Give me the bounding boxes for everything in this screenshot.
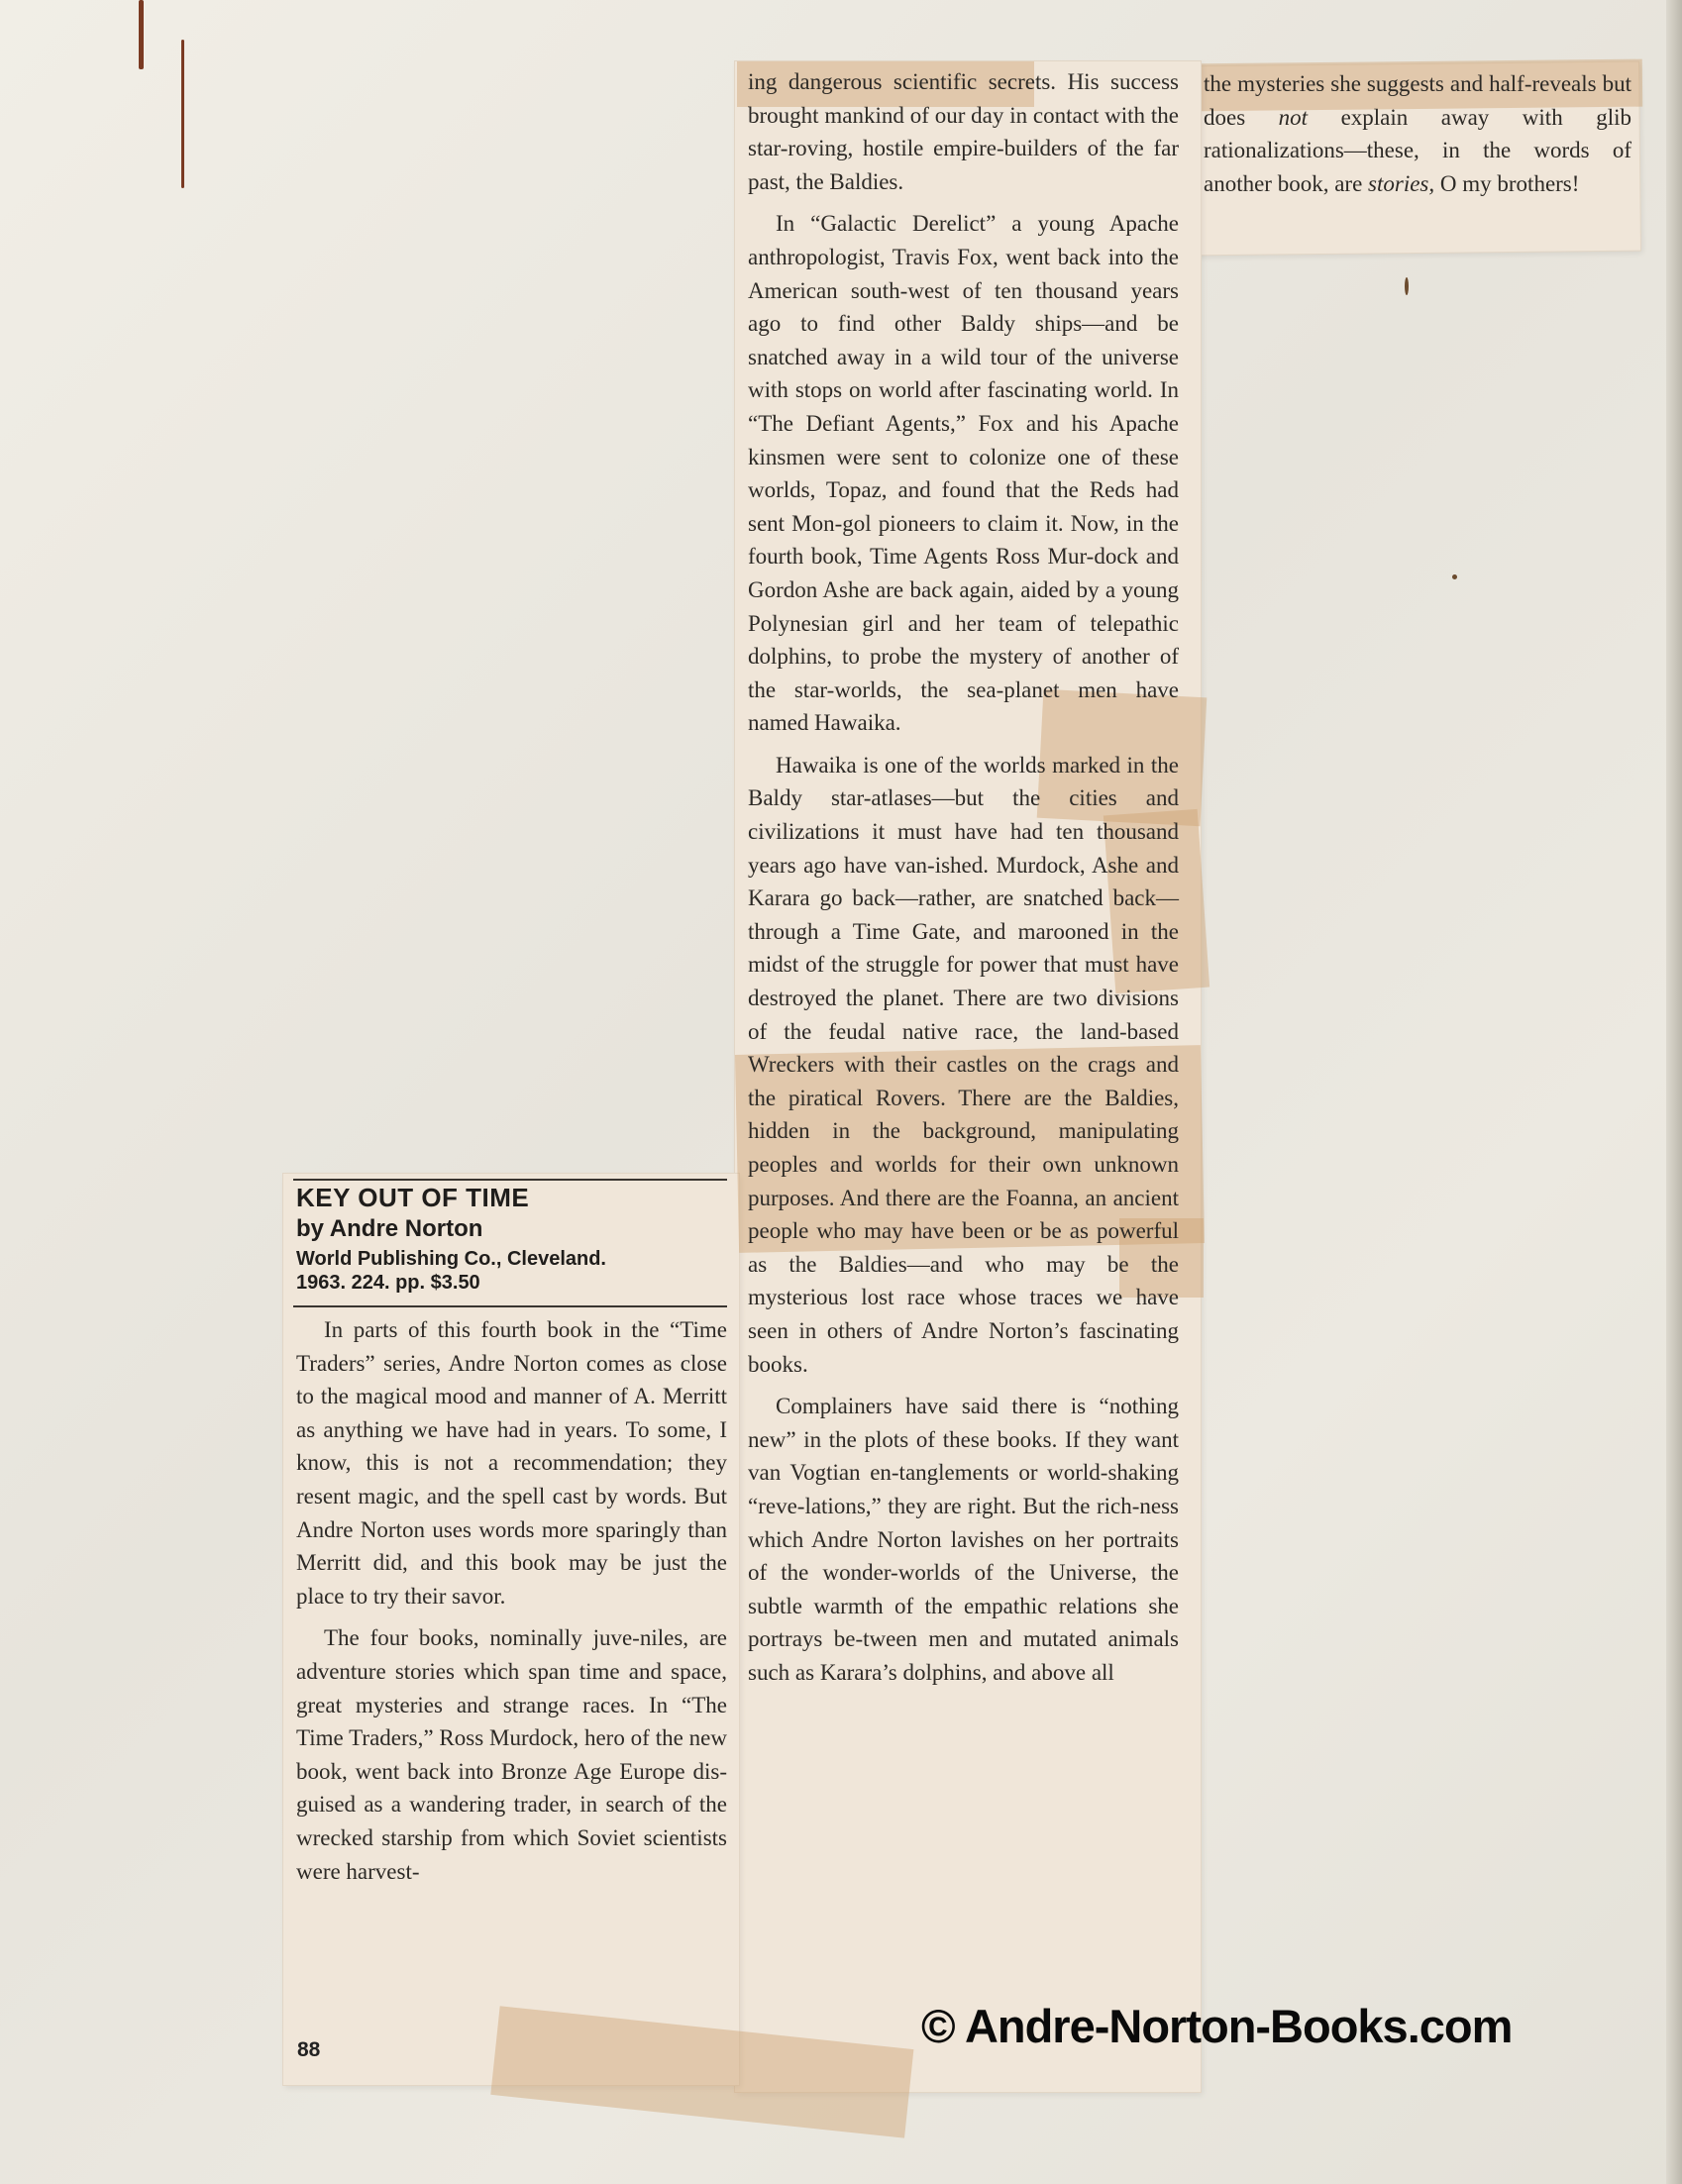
page-number: 88	[297, 2038, 321, 2061]
book-publisher: World Publishing Co., Cleveland.	[296, 1248, 606, 1270]
binding-mark	[139, 0, 144, 69]
paragraph	[1204, 67, 1631, 200]
paragraph: Complainers have said there is “nothing new” in the plots of these books. If they want van Vogtian en-tanglements or world-shaking “reve-lations,” they are right. But the rich-ness which Andre Norton lavishes on her portraits of the wonder-worlds of the Universe, the subtle warmth of the empathic relations she portrays be-tween men and mutated animals such as Karara’s dolphins, and above all	[748, 1394, 1179, 1685]
book-details: 1963. 224. pp. $3.50	[296, 1272, 480, 1294]
book-title: KEY OUT OF TIME	[296, 1183, 530, 1212]
emphasis: stories,	[1368, 170, 1435, 196]
text-run: the mysteries she suggests and half-reveals but does	[1204, 71, 1631, 130]
book-author: by Andre Norton	[296, 1215, 483, 1242]
text-run: O my brothers!	[1434, 170, 1580, 196]
paragraph: In parts of this fourth book in the “Time Traders” series, Andre Norton comes as close to the magical mood and manner of A. Merritt as anything we have had in years. To some, I know, this is not a recommendation; they resent magic, and the spell cast by words. But Andre Norton uses words more sparingly than Merritt did, and this book may be just the place to try their savor.	[296, 1317, 727, 1609]
ink-smudge	[1452, 574, 1457, 579]
paragraph: ing dangerous scientific secrets. His success brought mankind of our day in contact with the star-roving, hostile empire-builders of the far past, the Baldies.	[748, 69, 1179, 194]
ink-smudge	[1405, 277, 1409, 295]
book-header	[296, 1183, 732, 1295]
emphasis: not	[1278, 104, 1309, 130]
text-run: explain away with glib rationalizations—these, in the words of another book, are	[1204, 104, 1631, 196]
page-edge	[1666, 0, 1682, 2184]
binding-mark	[181, 40, 184, 188]
header-rule-bottom	[293, 1305, 727, 1307]
column-left	[296, 1313, 727, 1897]
column-right	[1204, 67, 1631, 209]
header-rule-top	[293, 1179, 727, 1181]
column-middle	[748, 65, 1179, 1699]
paragraph: The four books, nominally juve-niles, are adventure stories which span time and space, great mysteries and strange races. In “The Time Traders,” Ross Murdock, hero of the new book, went back into Bronze Age Europe dis-guised as a wandering trader, in search of the wrecked starship from which Soviet scientists were harvest-	[296, 1625, 727, 1884]
copyright-watermark: © Andre-Norton-Books.com	[921, 2000, 1513, 2052]
paragraph: Hawaika is one of the worlds marked in the Baldy star-atlases—but the cities and civilizations it must have had ten thousand years ago have van-ished. Murdock, Ashe and Karara go back—rather, are snatched back—through a Time Gate, and marooned in the midst of the struggle for power that must have destroyed the planet. There are two divisions of the feudal native race, the land-based Wreckers with their castles on the crags and the piratical Rovers. There are the Baldies, hidden in the background, manipulating peoples and worlds for their own unknown purposes. And there are the Foanna, an ancient people who may have been or be as powerful as the Baldies—and who may be the mysterious lost race whose traces we have seen in others of Andre Norton’s fascinating books.	[748, 752, 1179, 1377]
paragraph: In “Galactic Derelict” a young Apache anthropologist, Travis Fox, went back into the American south-west of ten thousand years ago to find other Baldy ships—and be snatched away in a wild tour of the universe with stops on world after fascinating world. In “The Defiant Agents,” Fox and his Apache kinsmen were sent to colonize one of these worlds, Topaz, and found that the Reds had sent Mon-gol pioneers to claim it. Now, in the fourth book, Time Agents Ross Mur-dock and Gordon Ashe are back again, aided by a young Polynesian girl and her team of telepathic dolphins, to probe the mystery of another of the star-worlds, the sea-planet men have named Hawaika.	[748, 211, 1179, 736]
